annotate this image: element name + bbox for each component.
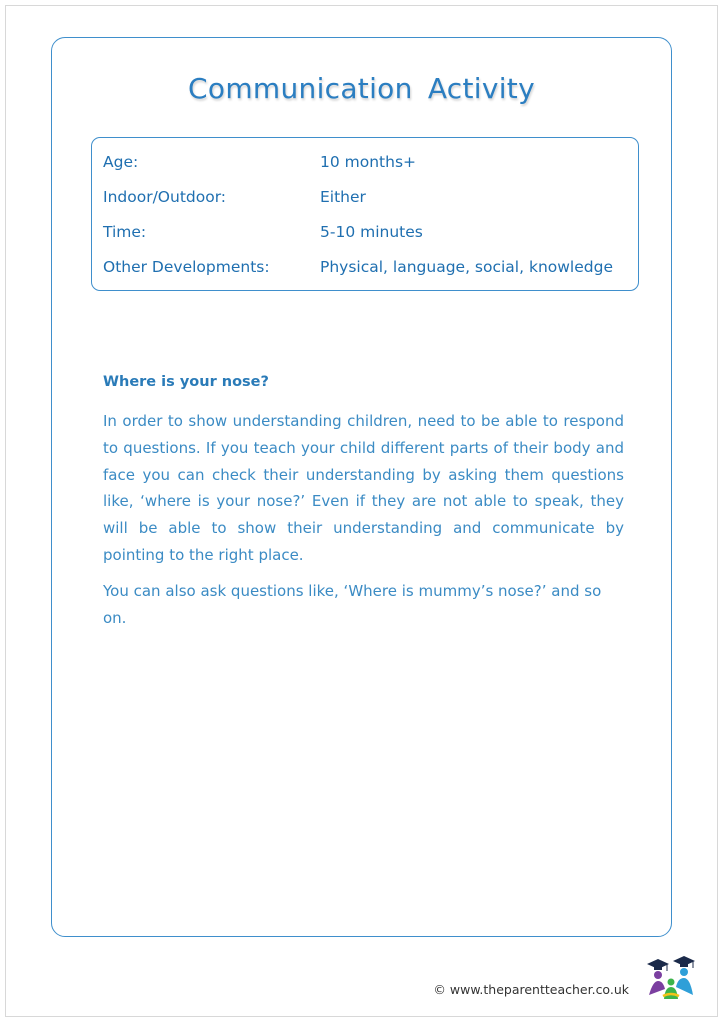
info-value: Either [320,188,366,206]
info-label: Age: [103,153,139,171]
info-value: 10 months+ [320,153,417,171]
section-heading: Where is your nose? [103,374,269,390]
info-label: Indoor/Outdoor: [103,188,227,206]
footer-website: © www.theparentteacher.co.uk [433,982,629,997]
info-label: Time: [103,223,147,241]
body-paragraph: You can also ask questions like, ‘Where is mummy’s nose?’ and so on. [103,582,602,627]
info-label: Other Developments: [103,258,270,276]
page-title: Communication Activity [188,72,535,105]
body-paragraph: In order to show understanding children, need to be able to respond to questions. If you teach your child different parts of their body and face you can check their understanding by asking them questions like, ‘where is your nose?’ Even if they are not able to speak, they will be able to show their understanding and communicate by pointing to the right place. [103,412,624,564]
parent-teacher-logo-icon [645,955,697,1001]
activity-info-box [91,137,639,291]
info-value: Physical, language, social, knowledge [320,258,613,276]
info-value: 5-10 minutes [320,223,423,241]
